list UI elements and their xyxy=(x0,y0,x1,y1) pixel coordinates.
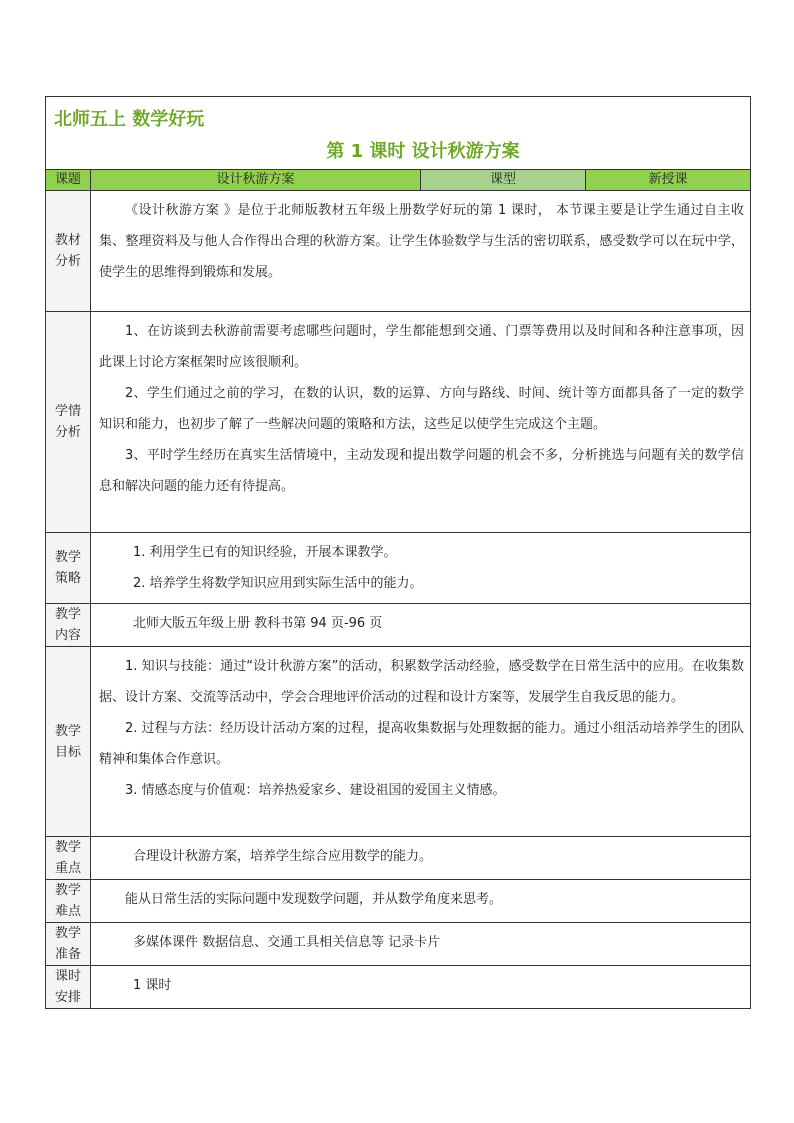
student-analysis-item: 3、平时学生经历在真实生活情境中，主动发现和提出数学问题的机会不多，分析挑选与问题有关的数学信息和解决问题的能力还有待提高。 xyxy=(99,448,745,494)
schedule-label: 课时 安排 xyxy=(46,966,91,1009)
content-label: 教学 内容 xyxy=(46,604,91,647)
lesson-type-value: 新授课 xyxy=(586,170,751,191)
student-analysis-item: 1、在访谈到去秋游前需要考虑哪些问题时，学生都能想到交通、门票等费用以及时间和各种注意事项，因此课上讨论方案框架时应该很顺利。 xyxy=(99,324,745,370)
lesson-plan-table xyxy=(45,96,751,1009)
lesson-title: 第 1 课时 设计秋游方案 xyxy=(326,141,520,162)
content-text: 北师大版五年级上册 教科书第 94 页-96 页 xyxy=(91,604,751,647)
difficulties-row xyxy=(46,880,751,923)
key-points-label: 教学 重点 xyxy=(46,837,91,880)
difficulties-label: 教学 难点 xyxy=(46,880,91,923)
key-points-text: 合理设计秋游方案，培养学生综合应用数学的能力。 xyxy=(91,837,751,880)
goal-item: 2. 过程与方法：经历设计活动方案的过程，提高收集数据与处理数据的能力。通过小组活动培养学生的团队精神和集体合作意识。 xyxy=(99,721,745,767)
strategy-label: 教学 策略 xyxy=(46,533,91,604)
material-analysis-text: 《设计秋游方案 》是位于北师版教材五年级上册数学好玩的第 1 课时， 本节课主要是让学生通过自主收集、整理资料及与他人合作得出合理的秋游方案。让学生体验数学与生活的密切联系，感受数学可以在玩中学，使学生的思维得到锻炼和发展。 xyxy=(91,191,751,312)
student-analysis-item: 2、学生们通过之前的学习，在数的认识，数的运算、方向与路线、时间、统计等方面都具备了一定的数学知识和能力，也初步了解了一些解决问题的策略和方法，这些足以使学生完成这个主题。 xyxy=(99,386,745,432)
topic-label: 课题 xyxy=(46,170,91,191)
preparation-row xyxy=(46,923,751,966)
lesson-plan-sheet xyxy=(45,96,750,1009)
key-points-row xyxy=(46,837,751,880)
strategy-item: 2. 培养学生将数学知识应用到实际生活中的能力。 xyxy=(133,576,423,591)
strategy-item: 1. 利用学生已有的知识经验，开展本课教学。 xyxy=(133,545,397,560)
schedule-text: 1 课时 xyxy=(91,966,751,1009)
topic-value: 设计秋游方案 xyxy=(91,170,421,191)
lesson-type-label: 课型 xyxy=(421,170,586,191)
goals-text xyxy=(91,647,751,837)
goals-label: 教学 目标 xyxy=(46,647,91,837)
topic-row xyxy=(46,170,751,191)
goals-row xyxy=(46,647,751,837)
strategy-row xyxy=(46,533,751,604)
preparation-label: 教学 准备 xyxy=(46,923,91,966)
student-analysis-row xyxy=(46,312,751,533)
material-analysis-label: 教材 分析 xyxy=(46,191,91,312)
schedule-row xyxy=(46,966,751,1009)
student-analysis-label: 学情 分析 xyxy=(46,312,91,533)
preparation-text: 多媒体课件 数据信息、交通工具相关信息等 记录卡片 xyxy=(91,923,751,966)
series-title: 北师五上 数学好玩 xyxy=(54,109,205,130)
goal-item: 1. 知识与技能：通过“设计秋游方案”的活动，积累数学活动经验，感受数学在日常生活中的应用。在收集数据、设计方案、交流等活动中，学会合理地评价活动的过程和设计方案等，发展学生自我反思的能力。 xyxy=(99,659,745,705)
difficulties-text: 能从日常生活的实际问题中发现数学问题，并从数学角度来思考。 xyxy=(91,880,751,923)
student-analysis-text xyxy=(91,312,751,533)
goal-item: 3. 情感态度与价值观：培养热爱家乡、建设祖国的爱国主义情感。 xyxy=(125,783,506,798)
material-analysis-row xyxy=(46,191,751,312)
content-row xyxy=(46,604,751,647)
header-cell xyxy=(46,97,751,170)
strategy-text xyxy=(91,533,751,604)
